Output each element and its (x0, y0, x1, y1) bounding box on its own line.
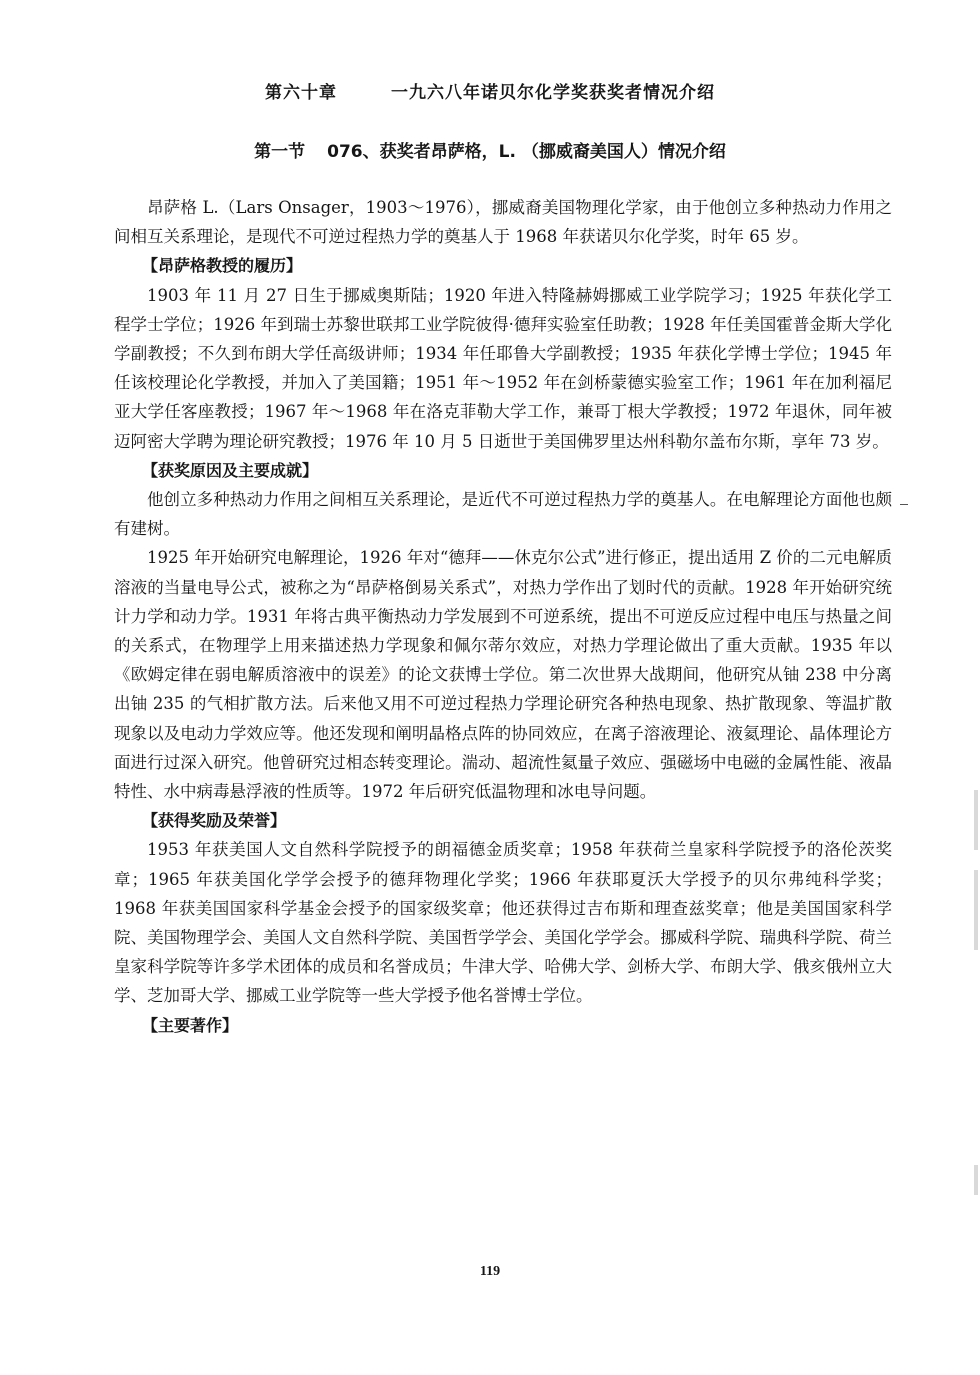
section-title (0, 137, 980, 162)
resume-heading: 【昂萨格教授的履历】 (142, 256, 303, 276)
achievements-paragraph-2: 1925 年开始研究电解理论，1926 年对“德拜——休克尔公式”进行修正，提出适用 Z 价的二元电解质溶液的当量电导公式，被称之为“昂萨格倒易关系式”，对热力学作出了划时代的贡献。1928 年开始研究统计力学和动力学。1931 年将古典平衡热动力学发展到不可逆系统，提出不可逆反应过程中电压与热量之间的关系式，在物理学上用来描述热力学现象和佩尔蒂尔效应，对热力学理论做出了重大贡献。1935 年以《欧姆定律在弱电解质溶液中的误差》的论文获博士学位。第二次世界大战期间，他研究从铀 238 中分离出铀 235 的气相扩散方法。后来他又用不可逆过程热力学理论研究各种热电现象、热扩散现象、等温扩散现象以及电动力学效应等。他还发现和阐明晶格点阵的协同效应，在离子溶液理论、液氦理论、晶体理论方面进行过深入研究。他曾研究过相态转变理论。湍动、超流性氦量子效应、强磁场中电磁的金属性能、液晶特性、水中病毒悬浮液的性质等。1972 年后研究低温物理和冰电导问题。 (114, 548, 892, 802)
chapter-title (0, 78, 980, 103)
chapter-heading: 一九六八年诺贝尔化学奖获奖者情况介绍 (391, 83, 715, 103)
chapter-label: 第六十章 (265, 83, 337, 103)
body-text (114, 193, 892, 1040)
achievements-heading: 【获奖原因及主要成就】 (142, 460, 319, 480)
scan-tick-mark (900, 504, 908, 505)
section-label: 第一节 (254, 142, 306, 162)
page-number: 119 (479, 1264, 501, 1279)
resume-paragraph: 1903 年 11 月 27 日生于挪威奥斯陆；1920 年进入特隆赫姆挪威工业学院学习；1925 年获化学工程学士学位；1926 年到瑞士苏黎世联邦工业学院彼得·德拜实验室任助教；1928 年任美国霍普金斯大学化学副教授；不久到布朗大学任高级讲师；1934 年任耶鲁大学副教授；1935 年获化学博士学位；1945 年任该校理论化学教授，并加入了美国籍；1951 年～1952 年在剑桥蒙德实验室工作；1961 年在加利福尼亚大学任客座教授；1967 年～1968 年在洛克菲勒大学工作，兼哥丁根大学教授；1972 年退休，同年被迈阿密大学聘为理论研究教授；1976 年 10 月 5 日逝世于美国佛罗里达州科勒尔盖布尔斯，享年 73 岁。 (114, 285, 892, 451)
scan-edge-mark (974, 790, 978, 850)
scan-edge-mark (974, 1165, 978, 1195)
scan-edge-mark (974, 870, 978, 950)
intro-paragraph: 昂萨格 L.（Lars Onsager，1903～1976），挪威裔美国物理化学家，由于他创立多种热动力作用之间相互关系理论，是现代不可逆过程热力学的奠基人于 1968 年获诺贝尔化学奖，时年 65 岁。 (114, 198, 892, 247)
works-heading: 【主要著作】 (142, 1015, 239, 1035)
section-heading: 076、获奖者昂萨格，L. （挪威裔美国人）情况介绍 (327, 142, 726, 162)
honors-paragraph: 1953 年获美国人文自然科学院授予的朗福德金质奖章；1958 年获荷兰皇家科学院授予的洛伦茨奖章；1965 年获美国化学学会授予的德拜物理化学奖；1966 年获耶夏沃大学授予的贝尔弗纯科学奖；1968 年获美国国家科学基金会授予的国家级奖章；他还获得过吉布斯和理查兹奖章；他是美国国家科学院、美国物理学会、美国人文自然科学院、美国哲学学会、美国化学学会。挪威科学院、瑞典科学院、荷兰皇家科学院等许多学术团体的成员和名誉成员；牛津大学、哈佛大学、剑桥大学、布朗大学、俄亥俄州立大学、芝加哥大学、挪威工业学院等一些大学授予他名誉博士学位。 (114, 840, 892, 1006)
achievements-paragraph-1: 他创立多种热动力作用之间相互关系理论，是近代不可逆过程热力学的奠基人。在电解理论方面他也颇有建树。 (114, 490, 892, 539)
honors-heading: 【获得奖励及荣誉】 (142, 811, 287, 831)
